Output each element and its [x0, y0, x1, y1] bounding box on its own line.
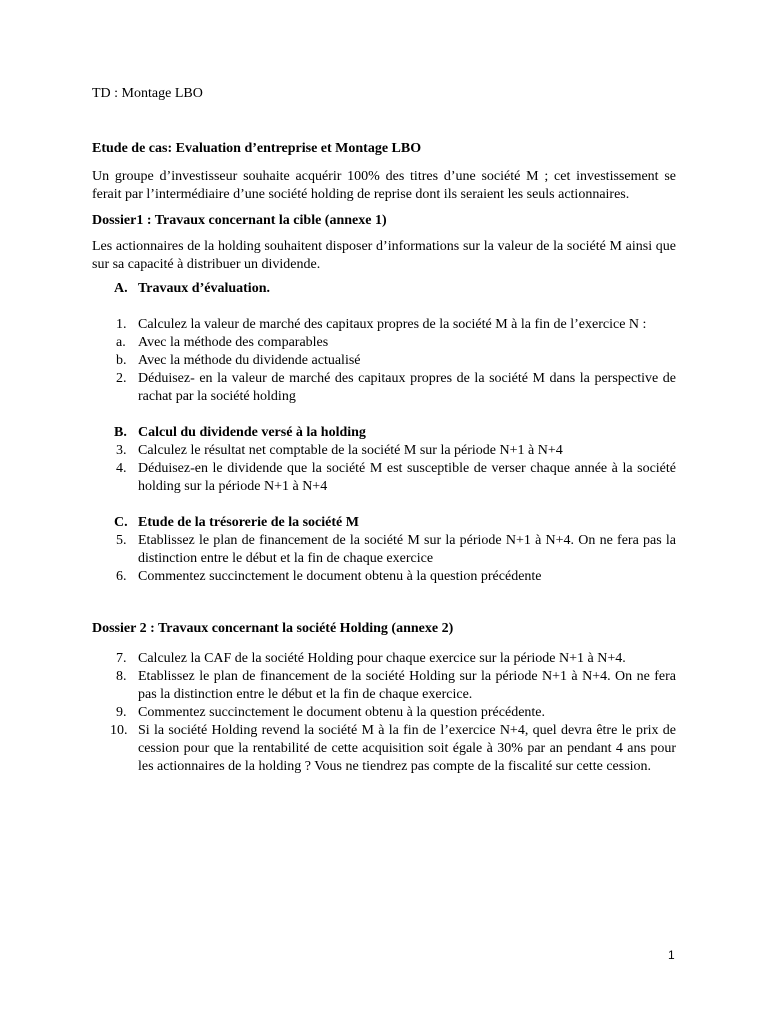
item-text: Etablissez le plan de financement de la société Holding sur la période N+1 à N+4. On ne fera pas la distinction entre le début et la fin de chaque exercice.: [138, 669, 676, 702]
page-number: 1: [668, 948, 675, 962]
item-text: Avec la méthode du dividende actualisé: [138, 353, 361, 368]
item-text: Etablissez le plan de financement de la société M sur la période N+1 à N+4. On ne fera pas la distinction entre le début et la fin de chaque exercice: [138, 533, 676, 566]
dossier1-title: Dossier1 : Travaux concernant la cible (annexe 1): [92, 213, 387, 228]
item-text: Calculez le résultat net comptable de la société M sur la période N+1 à N+4: [138, 443, 563, 458]
item-number: a.: [116, 335, 126, 350]
item-number: b.: [116, 353, 127, 368]
item-number: 4.: [116, 461, 127, 476]
section-b-number: B.: [114, 425, 127, 440]
section-a-number: A.: [114, 281, 128, 296]
item-text: Avec la méthode des comparables: [138, 335, 329, 350]
intro-paragraph: Un groupe d’investisseur souhaite acquérir 100% des titres d’une société M ; cet investissement se ferait par l’intermédiaire d’une société holding de reprise dont ils seraient les seuls actionnaires.: [92, 169, 676, 202]
section-c-heading: [92, 514, 676, 532]
section-a-heading: [92, 280, 676, 298]
dossier1-intro: Les actionnaires de la holding souhaitent disposer d’informations sur la valeur de la société M ainsi que sur sa capacité à distribuer un dividende.: [92, 239, 676, 272]
list-item: [92, 334, 676, 352]
dossier2-list: [92, 650, 676, 776]
document-title: TD : Montage LBO: [92, 86, 203, 101]
list-item: [92, 568, 676, 586]
item-number: 9.: [116, 705, 127, 720]
case-title: Etude de cas: Evaluation d’entreprise et Montage LBO: [92, 141, 422, 156]
item-number: 2.: [116, 371, 127, 386]
list-item: [92, 722, 676, 776]
section-b-heading: [92, 424, 676, 442]
section-c-number: C.: [114, 515, 128, 530]
item-number: 7.: [116, 651, 127, 666]
item-text: Si la société Holding revend la société M à la fin de l’exercice N+4, quel devra être le prix de cession pour que la rentabilité de cette acquisition soit égale à 30% par an pendant 4 ans pour les actionnaires de la holding ? Vous ne tiendrez pas compte de la fiscalité sur cette cession.: [138, 723, 676, 774]
section-a-title: Travaux d’évaluation.: [138, 281, 270, 296]
section-b-title: Calcul du dividende versé à la holding: [138, 425, 366, 440]
list-item: [92, 370, 676, 406]
section-b-list: [92, 442, 676, 496]
list-item: [92, 352, 676, 370]
item-number: 1.: [116, 317, 127, 332]
list-item: [92, 704, 676, 722]
item-number: 5.: [116, 533, 127, 548]
section-c-list: [92, 532, 676, 586]
document-body: [92, 140, 676, 776]
item-number: 10.: [110, 723, 128, 738]
section-c-title: Etude de la trésorerie de la société M: [138, 515, 359, 530]
list-item: [92, 460, 676, 496]
list-item: [92, 650, 676, 668]
item-text: Déduisez- en la valeur de marché des capitaux propres de la société M dans la perspective de rachat par la société holding: [138, 371, 676, 404]
item-number: 6.: [116, 569, 127, 584]
item-text: Calculez la valeur de marché des capitaux propres de la société M à la fin de l’exercice N :: [138, 317, 647, 332]
list-item: [92, 668, 676, 704]
dossier2-title: Dossier 2 : Travaux concernant la société Holding (annexe 2): [92, 621, 454, 636]
item-text: Déduisez-en le dividende que la société M est susceptible de verser chaque année à la société holding sur la période N+1 à N+4: [138, 461, 676, 494]
list-item: [92, 316, 676, 334]
item-number: 3.: [116, 443, 127, 458]
section-a-list: [92, 316, 676, 406]
item-number: 8.: [116, 669, 127, 684]
item-text: Calculez la CAF de la société Holding pour chaque exercice sur la période N+1 à N+4.: [138, 651, 626, 666]
item-text: Commentez succinctement le document obtenu à la question précédente.: [138, 705, 546, 720]
list-item: [92, 442, 676, 460]
list-item: [92, 532, 676, 568]
item-text: Commentez succinctement le document obtenu à la question précédente: [138, 569, 542, 584]
